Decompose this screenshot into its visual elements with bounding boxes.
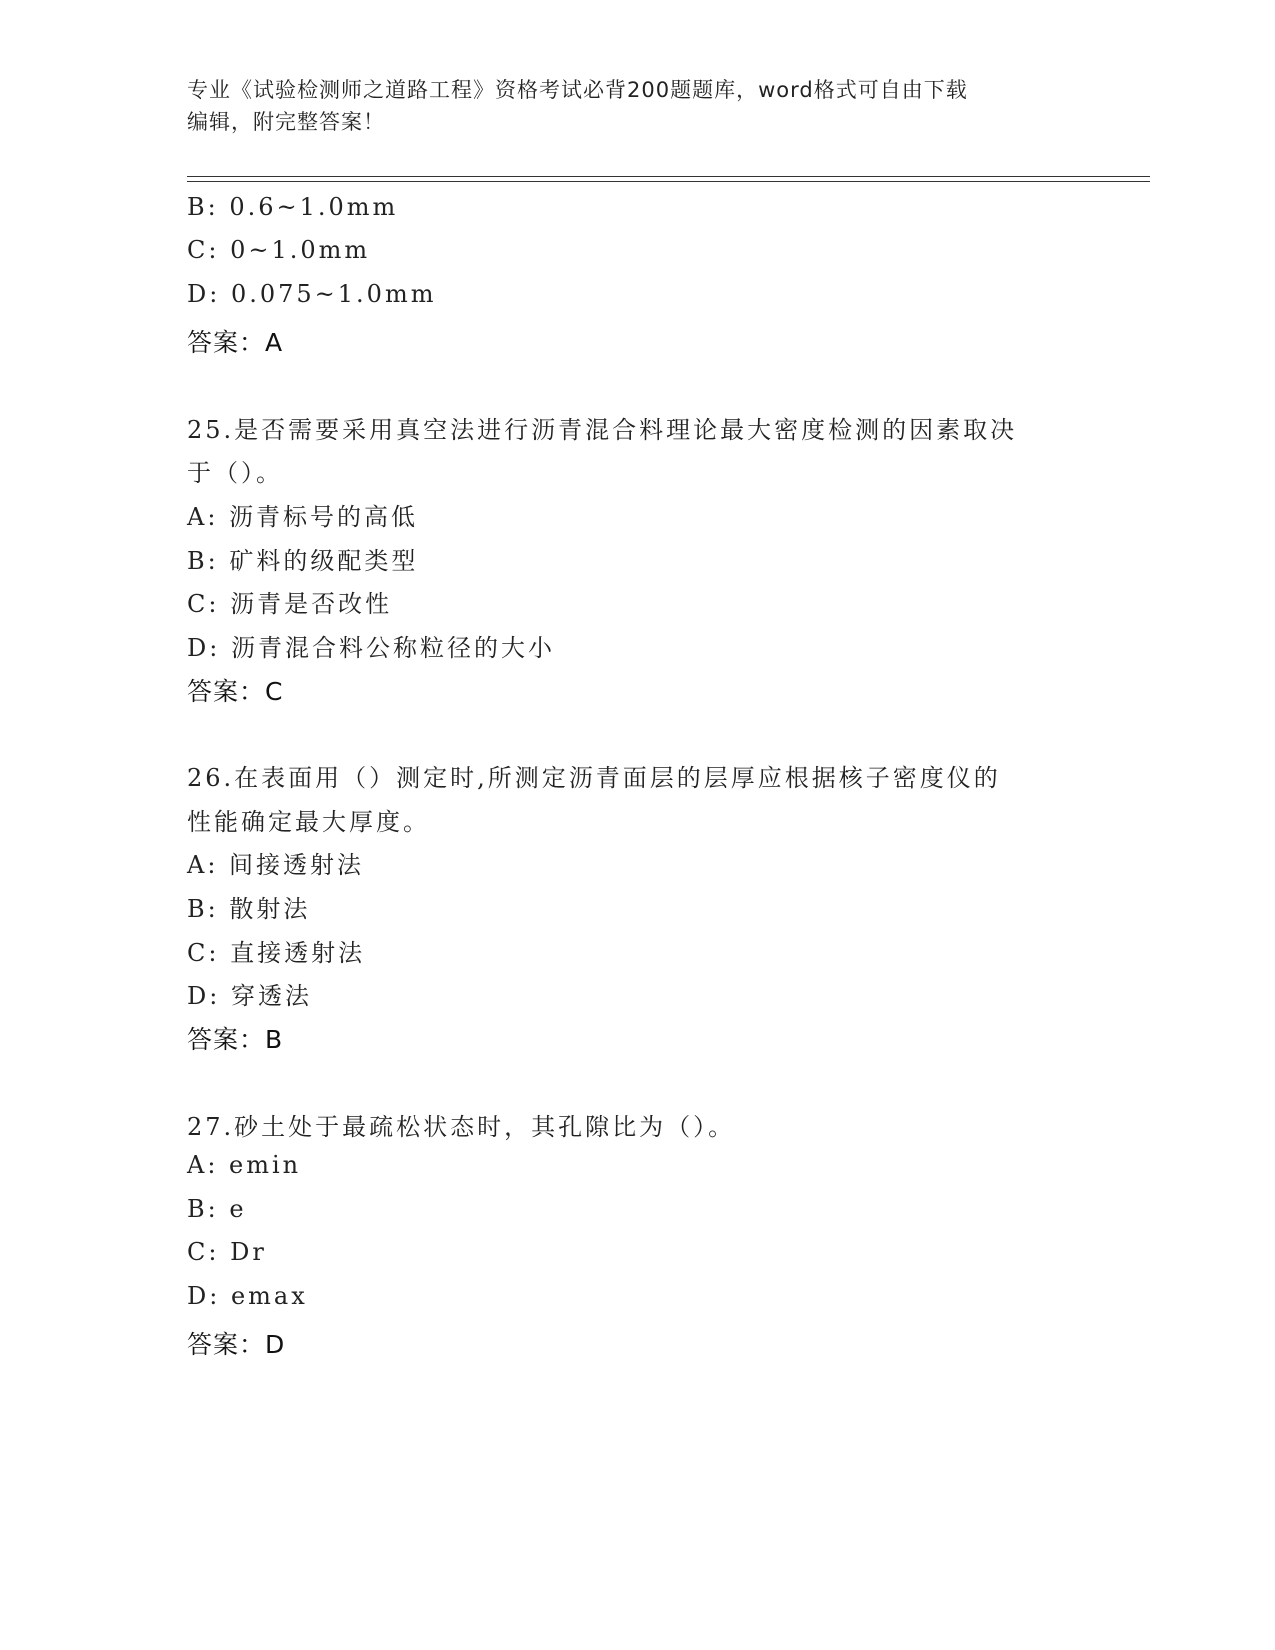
q25-option-a: A: 沥青标号的高低 [187,503,419,531]
q27-stem-line1: 27.砂土处于最疏松状态时，其孔隙比为（）。 [187,1113,736,1141]
q25-option-d: D: 沥青混合料公称粒径的大小 [187,634,555,662]
prev-option-d: D: 0.075~1.0mm [187,280,437,308]
q25-option-c: C: 沥青是否改性 [187,590,393,618]
prev-answer: 答案：A [187,328,284,357]
header-divider-bottom [187,181,1150,182]
header-line-2: 编辑，附完整答案！ [187,110,385,134]
q26-stem-line2: 性能确定最大厚度。 [187,808,430,836]
q27-answer: 答案：D [187,1330,286,1359]
q25-stem-line1: 25.是否需要采用真空法进行沥青混合料理论最大密度检测的因素取决 [187,416,1018,444]
q27-option-a: A: emin [187,1151,302,1179]
document-header [187,74,1067,138]
q25-stem-line2: 于（）。 [187,459,283,487]
q27-option-c: C: Dr [187,1238,267,1266]
q26-stem-line1: 26.在表面用（）测定时,所测定沥青面层的层厚应根据核子密度仪的 [187,764,1001,792]
q27-option-d: D: emax [187,1282,308,1310]
header-divider-top [187,176,1150,177]
header-line-1: 专业《试验检测师之道路工程》资格考试必背200题题库，word格式可自由下载 [187,78,968,102]
q26-option-b: B: 散射法 [187,895,311,923]
q26-option-d: D: 穿透法 [187,982,312,1010]
prev-option-c: C: 0~1.0mm [187,236,371,264]
q26-option-a: A: 间接透射法 [187,851,365,879]
q25-option-b: B: 矿料的级配类型 [187,547,419,575]
q26-option-c: C: 直接透射法 [187,939,366,967]
prev-option-b: B: 0.6~1.0mm [187,193,399,221]
q26-answer: 答案：B [187,1025,284,1054]
q25-answer: 答案：C [187,677,284,706]
q27-option-b: B: e [187,1195,247,1223]
